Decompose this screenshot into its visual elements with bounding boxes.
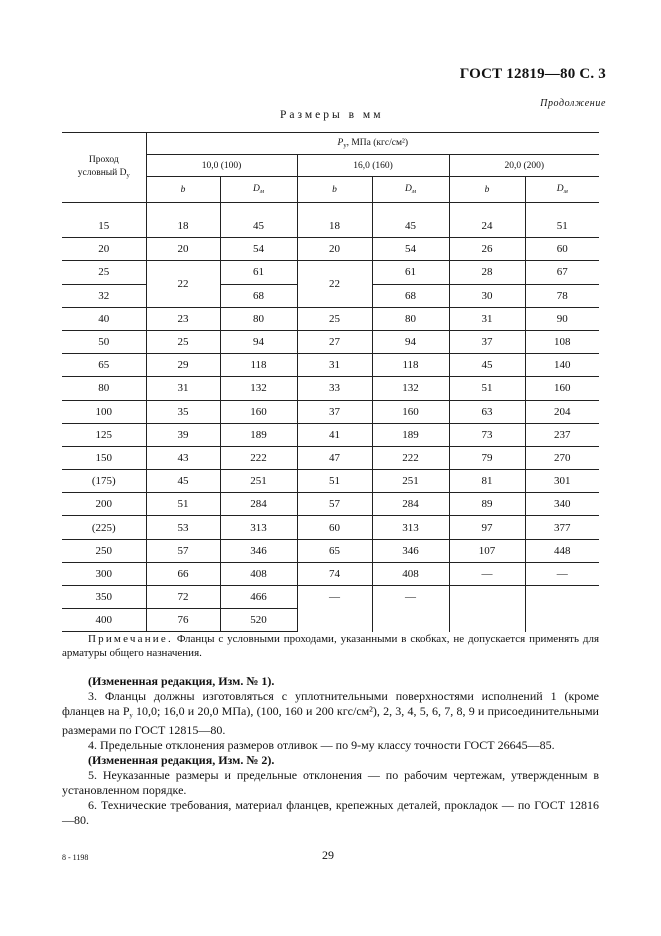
table-cell: 51 xyxy=(525,215,599,238)
table-cell xyxy=(449,586,525,609)
table-row xyxy=(62,446,599,469)
table-cell: 132 xyxy=(372,377,449,400)
table-cell: 23 xyxy=(146,307,220,330)
table-cell: 150 xyxy=(62,446,146,469)
table-cell: 189 xyxy=(220,423,297,446)
table-cell: 200 xyxy=(62,493,146,516)
table-cell: 118 xyxy=(372,354,449,377)
table-cell: 18 xyxy=(297,215,372,238)
table-row xyxy=(62,330,599,353)
table-cell xyxy=(449,609,525,632)
table-cell: 118 xyxy=(220,354,297,377)
table-cell: 41 xyxy=(297,423,372,446)
table-row xyxy=(62,470,599,493)
table-cell: 57 xyxy=(297,493,372,516)
table-cell: 237 xyxy=(525,423,599,446)
table-cell: 94 xyxy=(372,330,449,353)
table-cell: 28 xyxy=(449,261,525,284)
table-cell: 22 xyxy=(297,261,372,307)
table-cell: 108 xyxy=(525,330,599,353)
table-cell: 53 xyxy=(146,516,220,539)
table-cell: 61 xyxy=(372,261,449,284)
page-number: 29 xyxy=(322,848,334,862)
header-pressure: $P_у$, МПа (кгс/см²) xyxy=(146,133,599,155)
table-cell: — xyxy=(372,586,449,609)
table-cell: 132 xyxy=(220,377,297,400)
table-cell: 73 xyxy=(449,423,525,446)
table-cell: 340 xyxy=(525,493,599,516)
table-cell: 67 xyxy=(525,261,599,284)
table-cell: 54 xyxy=(372,238,449,261)
table-cell: (175) xyxy=(62,470,146,493)
table-cell: 313 xyxy=(372,516,449,539)
table-cell: 466 xyxy=(220,586,297,609)
continuation-label: Продолжение xyxy=(540,98,606,109)
table-cell: 251 xyxy=(372,470,449,493)
table-cell: 377 xyxy=(525,516,599,539)
table-cell: 51 xyxy=(146,493,220,516)
table-cell: 45 xyxy=(146,470,220,493)
table-cell: 68 xyxy=(220,284,297,307)
table-cell: 50 xyxy=(62,330,146,353)
table-cell: 25 xyxy=(297,307,372,330)
dimensions-table xyxy=(62,132,599,632)
table-cell: 90 xyxy=(525,307,599,330)
table-cell: 31 xyxy=(146,377,220,400)
table-row xyxy=(62,609,599,632)
table-cell: 140 xyxy=(525,354,599,377)
header-dm: $D_м$ xyxy=(525,177,599,203)
table-cell: 31 xyxy=(449,307,525,330)
table-cell: 350 xyxy=(62,586,146,609)
table-cell: 97 xyxy=(449,516,525,539)
table-cell: 100 xyxy=(62,400,146,423)
table-cell: 66 xyxy=(146,562,220,585)
paragraph-3: 3. Фланцы должны изготовляться с уплотнительными поверхностями исполнений 1 (кроме фланцев на $P_у$ 10,0; 16,0 и 20,0 МПа), (100, 160 и 200 кгс/см²), 2, 3, 4, 5, 6, 7, 8, 9 и присоединительными размерами по ГОСТ 12815—80. xyxy=(62,689,599,737)
table-cell: 65 xyxy=(62,354,146,377)
sizes-caption: Размеры в мм xyxy=(280,109,384,121)
table-row xyxy=(62,377,599,400)
table-cell xyxy=(372,609,449,632)
table-cell xyxy=(525,609,599,632)
table-cell: 18 xyxy=(146,215,220,238)
table-cell: 60 xyxy=(525,238,599,261)
header-group-10: 10,0 (100) xyxy=(146,155,297,177)
document-header: ГОСТ 12819—80 С. 3 xyxy=(459,66,606,82)
header-b: b xyxy=(146,177,220,203)
table-cell: 222 xyxy=(372,446,449,469)
table-cell: 33 xyxy=(297,377,372,400)
table-cell: 47 xyxy=(297,446,372,469)
table-cell: 313 xyxy=(220,516,297,539)
table-cell: 160 xyxy=(372,400,449,423)
table-cell: 346 xyxy=(372,539,449,562)
edit-note-1: (Измененная редакция, Изм. № 1). xyxy=(88,674,275,688)
table-cell: 60 xyxy=(297,516,372,539)
table-cell: 24 xyxy=(449,215,525,238)
table-cell: 448 xyxy=(525,539,599,562)
table-cell: 408 xyxy=(220,562,297,585)
table-row xyxy=(62,307,599,330)
table-cell: 45 xyxy=(372,215,449,238)
table-cell: 29 xyxy=(146,354,220,377)
table-cell: 37 xyxy=(449,330,525,353)
table-cell: 57 xyxy=(146,539,220,562)
table-cell: 74 xyxy=(297,562,372,585)
table-cell: 25 xyxy=(62,261,146,284)
table-note: Примечание. Фланцы с условными проходами, указанными в скобках, не допускается применять для арматуры общего назначения. xyxy=(62,633,599,659)
table-cell: 80 xyxy=(372,307,449,330)
table-cell: 189 xyxy=(372,423,449,446)
table-cell: 284 xyxy=(220,493,297,516)
table-cell: 27 xyxy=(297,330,372,353)
table-row xyxy=(62,516,599,539)
table-row xyxy=(62,238,599,261)
table-row xyxy=(62,423,599,446)
table-cell: 94 xyxy=(220,330,297,353)
table-cell: 20 xyxy=(62,238,146,261)
table-cell: 301 xyxy=(525,470,599,493)
header-dm: $D_м$ xyxy=(372,177,449,203)
table-cell xyxy=(525,586,599,609)
table-row xyxy=(62,354,599,377)
edit-note-2: (Измененная редакция, Изм. № 2). xyxy=(88,753,275,767)
table-cell: 80 xyxy=(220,307,297,330)
table-cell: 26 xyxy=(449,238,525,261)
header-dm: $D_м$ xyxy=(220,177,297,203)
table-cell: 204 xyxy=(525,400,599,423)
table-cell: 160 xyxy=(220,400,297,423)
table-cell: 78 xyxy=(525,284,599,307)
table-cell xyxy=(297,609,372,632)
table-row xyxy=(62,493,599,516)
table-cell: 43 xyxy=(146,446,220,469)
table-cell: 346 xyxy=(220,539,297,562)
table-cell: 251 xyxy=(220,470,297,493)
table-cell: 32 xyxy=(62,284,146,307)
paragraph-5: 5. Неуказанные размеры и предельные отклонения — по рабочим чертежам, утвержденным в установленном порядке. xyxy=(62,768,599,797)
table-cell: (225) xyxy=(62,516,146,539)
table-cell: 250 xyxy=(62,539,146,562)
table-row xyxy=(62,400,599,423)
table-cell: 40 xyxy=(62,307,146,330)
table-row xyxy=(62,215,599,238)
table-cell: 284 xyxy=(372,493,449,516)
table-cell: 76 xyxy=(146,609,220,632)
table-row xyxy=(62,539,599,562)
table-cell: 81 xyxy=(449,470,525,493)
table-cell: 61 xyxy=(220,261,297,284)
table-cell: — xyxy=(525,562,599,585)
table-cell: 39 xyxy=(146,423,220,446)
table-cell: 400 xyxy=(62,609,146,632)
table-cell: 45 xyxy=(449,354,525,377)
table-cell: 22 xyxy=(146,261,220,307)
table-cell: 20 xyxy=(146,238,220,261)
table-cell: 54 xyxy=(220,238,297,261)
table-cell: 65 xyxy=(297,539,372,562)
table-cell: 79 xyxy=(449,446,525,469)
header-b: b xyxy=(449,177,525,203)
header-b: b xyxy=(297,177,372,203)
table-cell: 35 xyxy=(146,400,220,423)
table-cell: 25 xyxy=(146,330,220,353)
print-code: 8 - 1198 xyxy=(62,853,89,862)
table-row xyxy=(62,261,599,284)
table-cell: 20 xyxy=(297,238,372,261)
table-cell: 80 xyxy=(62,377,146,400)
paragraph-4: 4. Предельные отклонения размеров отливок — по 9-му классу точности ГОСТ 26645—85. xyxy=(88,738,555,752)
table-cell: 160 xyxy=(525,377,599,400)
table-cell: 63 xyxy=(449,400,525,423)
table-row xyxy=(62,562,599,585)
paragraph-6: 6. Технические требования, материал фланцев, крепежных деталей, прокладок — по ГОСТ 12816—80. xyxy=(62,798,599,827)
table-cell: 408 xyxy=(372,562,449,585)
table-cell: 270 xyxy=(525,446,599,469)
table-cell: — xyxy=(297,586,372,609)
table-cell: 107 xyxy=(449,539,525,562)
table-cell: 72 xyxy=(146,586,220,609)
table-cell: 37 xyxy=(297,400,372,423)
table-cell: 31 xyxy=(297,354,372,377)
table-cell: 68 xyxy=(372,284,449,307)
table-cell: 89 xyxy=(449,493,525,516)
paragraphs xyxy=(62,674,599,828)
table-cell: 51 xyxy=(449,377,525,400)
table-cell: 300 xyxy=(62,562,146,585)
table-row xyxy=(62,586,599,609)
table-cell: 15 xyxy=(62,215,146,238)
table-cell: 45 xyxy=(220,215,297,238)
header-group-16: 16,0 (160) xyxy=(297,155,449,177)
table-cell: — xyxy=(449,562,525,585)
header-nominal-bore: Проход условный $D_у$ xyxy=(62,133,146,203)
table-cell: 222 xyxy=(220,446,297,469)
table-cell: 520 xyxy=(220,609,297,632)
table-cell: 51 xyxy=(297,470,372,493)
header-group-20: 20,0 (200) xyxy=(449,155,599,177)
table-cell: 30 xyxy=(449,284,525,307)
table-cell: 125 xyxy=(62,423,146,446)
